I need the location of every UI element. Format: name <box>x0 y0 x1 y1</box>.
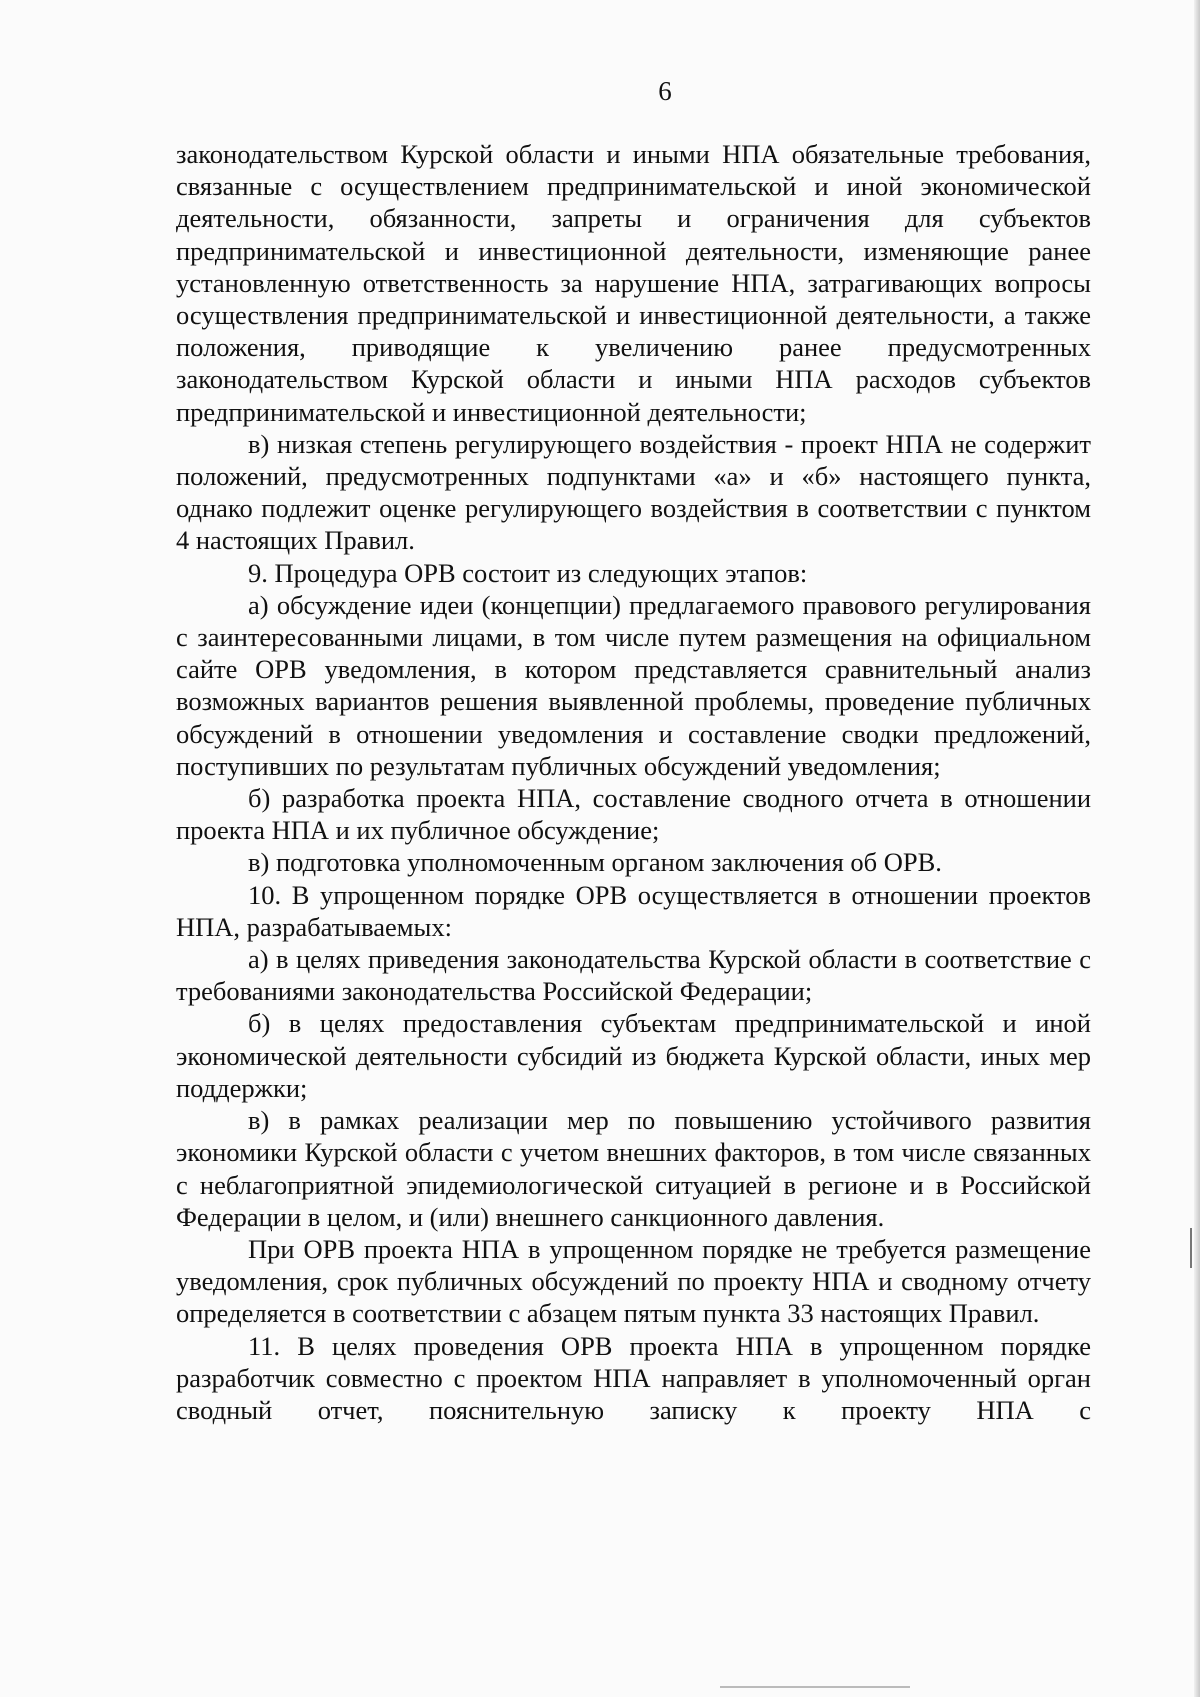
paragraph-item-9-v: в) подготовка уполномоченным органом заключения об ОРВ. <box>248 847 942 878</box>
paragraph-item-9-b: б) разработка проекта НПА, составление сводного отчета в отношении проекта НПА и их публичное обсуждение; <box>176 783 1091 846</box>
scan-artifact <box>1190 1228 1192 1268</box>
paragraph-item-10-a: а) в целях приведения законодательства Курской области в соответствие с требованиями законодательства Российской Федерации; <box>176 944 1091 1007</box>
paragraph-item-10-v: в) в рамках реализации мер по повышению устойчивого развития экономики Курской области с учетом внешних факторов, в том числе связанных с неблагоприятной эпидемиологической ситуацией в регионе и в Российской Федерации в целом, и (или) внешнего санкционного давления. <box>176 1105 1091 1232</box>
paragraph-item-9-a: а) обсуждение идеи (концепции) предлагаемого правового регулирования с заинтересованными лицами, в том числе путем размещения на официальном сайте ОРВ уведомления, в котором представляется сравнительный анализ возможных вариантов решения выявленной проблемы, проведение публичных обсуждений в отношении уведомления и составление сводки предложений, поступивших по результатам публичных обсуждений уведомления; <box>176 589 1091 781</box>
document-body <box>176 138 1091 1426</box>
scan-artifact-bottom <box>720 1686 910 1688</box>
paragraph-simplified-procedure: При ОРВ проекта НПА в упрощенном порядке не требуется размещение уведомления, срок публичных обсуждений по проекту НПА и сводному отчету определяется в соответствии с абзацем пятым пункта 33 настоящих Правил. <box>176 1233 1091 1329</box>
paragraph-item-9: 9. Процедура ОРВ состоит из следующих этапов: <box>248 557 808 588</box>
page-number: 6 <box>658 76 672 106</box>
paragraph-item-11: 11. В целях проведения ОРВ проекта НПА в упрощенном порядке разработчик совместно с проектом НПА направляет в уполномоченный орган сводный отчет, пояснительную записку к проекту НПА с <box>176 1330 1091 1425</box>
paragraph-item-10-b: б) в целях предоставления субъектам предпринимательской и иной экономической деятельности субсидий из бюджета Курской области, иных мер поддержки; <box>176 1008 1091 1103</box>
paragraph-subitem-v-low-degree: в) низкая степень регулирующего воздействия - проект НПА не содержит положений, предусмотренных подпунктами «а» и «б» настоящего пункта, однако подлежит оценке регулирующего воздействия в соответствии с пунктом 4 настоящих Правил. <box>176 428 1091 556</box>
paragraph-continuation: законодательством Курской области и иными НПА обязательные требования, связанные с осуществлением предпринимательской и иной экономической деятельности, обязанности, запреты и ограничения для субъектов предпринимательской и инвестиционной деятельности, изменяющие ранее установленную ответственность за нарушение НПА, затрагивающих вопросы осуществления предпринимательской и инвестиционной деятельности, а также положения, приводящие к увеличению ранее предусмотренных законодательством Курской области и иными НПА расходов субъектов предпринимательской и инвестиционной деятельности; <box>176 139 1091 427</box>
paragraph-item-10: 10. В упрощенном порядке ОРВ осуществляется в отношении проектов НПА, разрабатываемых: <box>176 879 1091 942</box>
scan-edge <box>1194 0 1200 1697</box>
